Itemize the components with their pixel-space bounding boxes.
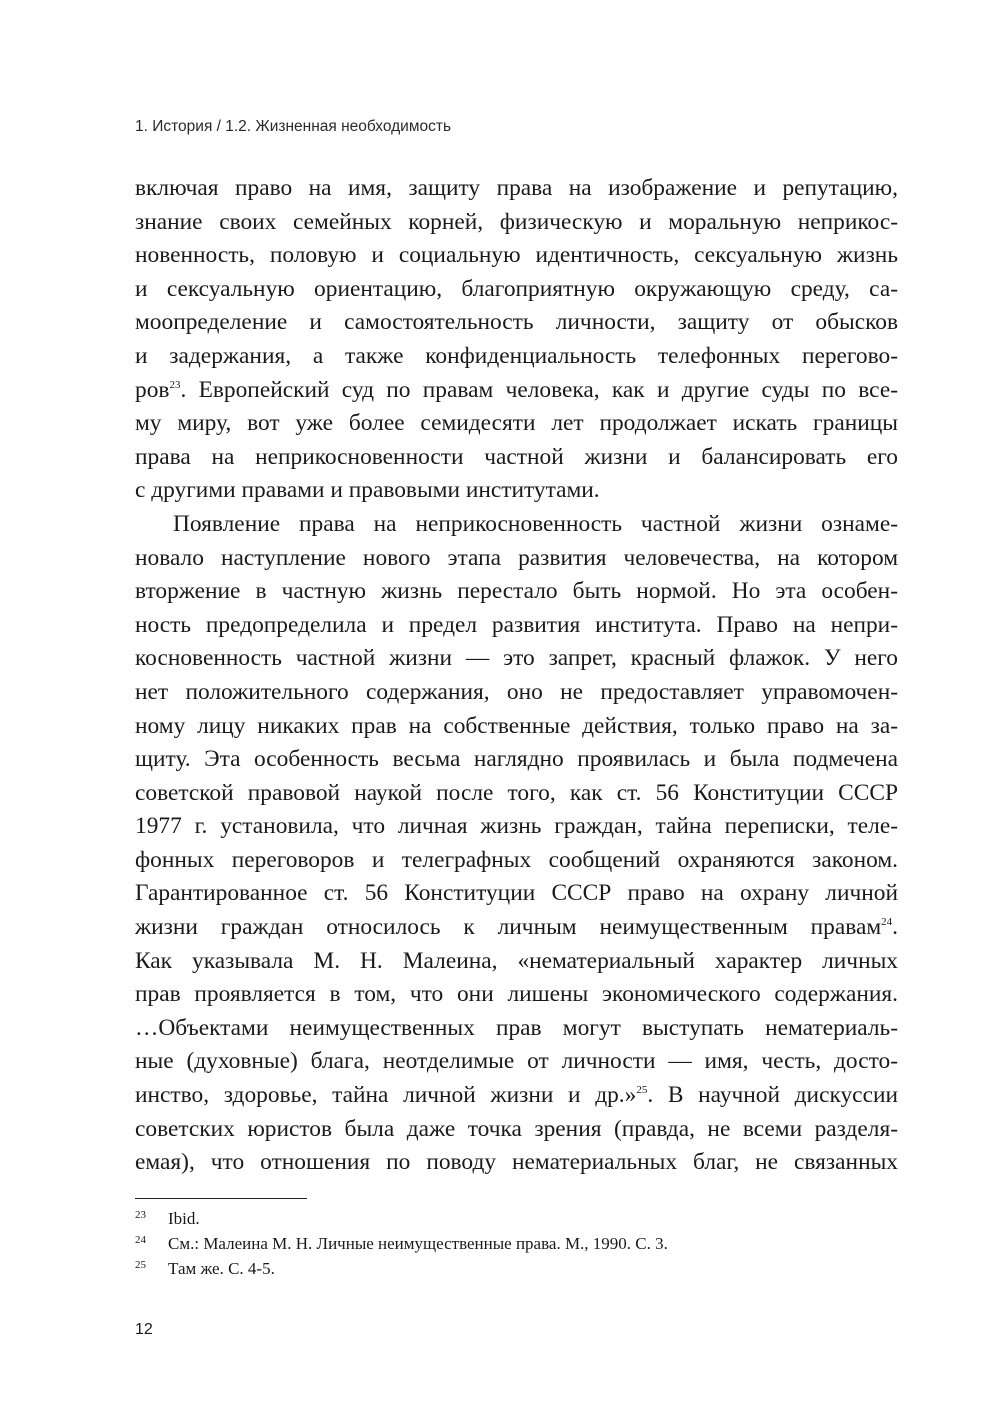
footnote-23 bbox=[135, 1206, 898, 1231]
text-line: 1977 г. установила, что личная жизнь граждан, тайна переписки, теле- bbox=[135, 813, 898, 840]
footnote-text: Там же. С. 4-5. bbox=[168, 1259, 275, 1278]
text-line: новенность, половую и социальную идентичность, сексуальную жизнь bbox=[135, 242, 898, 269]
footnote-25 bbox=[135, 1256, 898, 1281]
footnote-24 bbox=[135, 1231, 898, 1256]
text-line: ность предопределила и предел развития института. Право на непри- bbox=[135, 611, 898, 638]
text-line: права на неприкосновенности частной жизни и балансировать его bbox=[135, 443, 898, 470]
text-fragment: жизни граждан относилось к личным неимущественным правам bbox=[135, 914, 882, 941]
text-fragment: . Европейский суд по правам человека, как и другие суды по все- bbox=[180, 376, 898, 403]
text-line: вторжение в частную жизнь перестало быть нормой. Но эта особен- bbox=[135, 578, 898, 605]
footnote-divider bbox=[135, 1198, 307, 1199]
text-line: нет положительного содержания, оно не предоставляет управомочен- bbox=[135, 678, 898, 705]
footnotes bbox=[135, 1206, 898, 1281]
text-line bbox=[135, 1079, 898, 1113]
text-fragment: . bbox=[892, 914, 898, 941]
text-line: щиту. Эта особенность весьма наглядно проявилась и была подмечена bbox=[135, 746, 898, 773]
text-line: емая), что отношения по поводу нематериальных благ, не связанных bbox=[135, 1149, 898, 1176]
footnote-number: 24 bbox=[135, 1234, 146, 1246]
text-line: Гарантированное ст. 56 Конституции СССР право на охрану личной bbox=[135, 880, 898, 907]
text-line: новало наступление нового этапа развития человечества, на котором bbox=[135, 544, 898, 571]
text-fragment: . В научной дискуссии bbox=[647, 1082, 898, 1109]
text-line: ному лицу никаких прав на собственные действия, только право на за- bbox=[135, 712, 898, 739]
text-line: косновенность частной жизни — это запрет, красный флажок. У него bbox=[135, 645, 898, 672]
text-line: и сексуальную ориентацию, благоприятную окружающую среду, са- bbox=[135, 275, 898, 302]
text-line: прав проявляется в том, что они лишены экономического содержания. bbox=[135, 981, 898, 1008]
running-header: 1. История / 1.2. Жизненная необходимость bbox=[135, 118, 452, 135]
text-line: му миру, вот уже более семидесяти лет продолжает искать границы bbox=[135, 410, 898, 437]
paragraph-first-line: Появление права на неприкосновенность частной жизни ознаме- bbox=[173, 510, 898, 537]
text-line: советских юристов была даже точка зрения (правда, не всеми разделя- bbox=[135, 1115, 898, 1142]
page-number: 12 bbox=[135, 1321, 153, 1338]
footnote-text: См.: Малеина М. Н. Личные неимущественные права. М., 1990. С. 3. bbox=[168, 1234, 668, 1253]
text-fragment: ров bbox=[135, 376, 170, 403]
text-line bbox=[135, 911, 898, 945]
text-line: знание своих семейных корней, физическую и моральную неприкос- bbox=[135, 208, 898, 235]
body-text bbox=[135, 172, 898, 1180]
text-line: и задержания, а также конфиденциальность телефонных перегово- bbox=[135, 342, 898, 369]
text-line: с другими правами и правовыми институтами. bbox=[135, 477, 600, 504]
text-fragment: инство, здоровье, тайна личной жизни и др.» bbox=[135, 1082, 637, 1109]
text-line: моопределение и самостоятельность личности, защиту от обысков bbox=[135, 309, 898, 336]
text-line: ные (духовные) блага, неотделимые от личности — имя, честь, досто- bbox=[135, 1048, 898, 1075]
footnote-number: 25 bbox=[135, 1259, 146, 1271]
footnote-ref-25[interactable]: 25 bbox=[636, 1084, 648, 1097]
text-line bbox=[135, 374, 898, 408]
footnote-text: Ibid. bbox=[168, 1209, 200, 1228]
text-line: советской правовой наукой после того, как ст. 56 Конституции СССР bbox=[135, 779, 898, 806]
footnote-ref-24[interactable]: 24 bbox=[881, 916, 893, 929]
text-line: включая право на имя, защиту права на изображение и репутацию, bbox=[135, 175, 898, 201]
text-line: Как указывала М. Н. Малеина, «нематериальный характер личных bbox=[135, 947, 898, 974]
footnote-ref-23[interactable]: 23 bbox=[169, 378, 181, 391]
text-line: фонных переговоров и телеграфных сообщений охраняются законом. bbox=[135, 846, 898, 873]
text-line: …Объектами неимущественных прав могут выступать нематериаль- bbox=[135, 1014, 898, 1041]
footnote-number: 23 bbox=[135, 1209, 146, 1221]
